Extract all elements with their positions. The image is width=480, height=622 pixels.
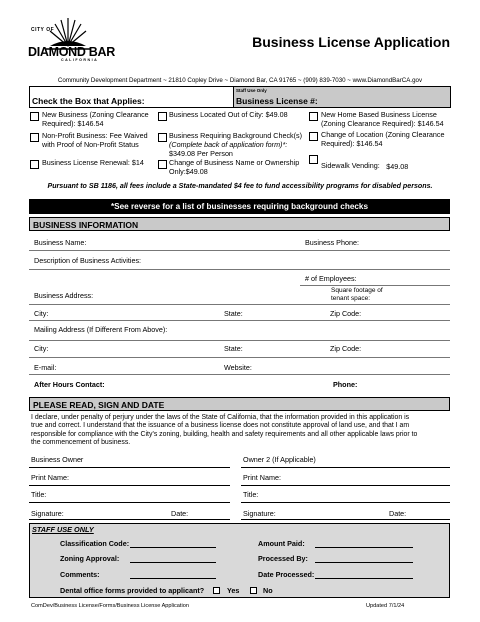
- state-label: State:: [224, 309, 243, 318]
- square-footage-label-2: tenant space:: [331, 295, 371, 302]
- signature-label: Signature:: [31, 509, 64, 518]
- divider: [29, 357, 450, 358]
- employees-label: # of Employees:: [305, 274, 357, 283]
- declaration-line: I declare, under penalty of perjury under the laws of the State of California, that the information provided in this application is: [31, 414, 410, 421]
- signature2-label: Signature:: [243, 509, 276, 518]
- address-line: Community Development Department ~ 21810 Copley Drive ~ Diamond Bar, CA 91765 ~ (909) 839-7030 ~ www.DiamondBarCA.gov: [57, 77, 423, 84]
- staff-use-cell: [233, 86, 451, 108]
- staff-use-box: [29, 523, 450, 598]
- divider: [29, 320, 450, 321]
- opt-background-check: [169, 132, 302, 159]
- amount-paid-line[interactable]: [315, 547, 413, 548]
- business-address-label: Business Address:: [34, 291, 94, 300]
- page-title: Business License Application: [252, 34, 450, 50]
- opt-new-business: [42, 111, 149, 128]
- classification-code-label: Classification Code:: [60, 539, 130, 548]
- print-name2-label: Print Name:: [243, 473, 281, 482]
- owner2-line: [241, 467, 450, 468]
- opt-text: Change of Location (Zoning Clearance: [321, 130, 445, 139]
- amount-paid-label: Amount Paid:: [258, 539, 305, 548]
- city-label: City:: [34, 309, 49, 318]
- checkbox-out-of-city[interactable]: [158, 112, 167, 121]
- opt-text: Non-Profit Business: Fee Waived: [42, 131, 148, 140]
- checkbox-new-business[interactable]: [30, 112, 39, 121]
- footer-right: Updated 7/1/24: [366, 603, 405, 609]
- opt-text: Business Requiring Background Check(s): [169, 131, 303, 140]
- dental-question-label: Dental office forms provided to applicant?: [60, 586, 205, 595]
- divider: [29, 340, 450, 341]
- date-processed-line[interactable]: [315, 578, 413, 579]
- declaration-line: true and correct. I understand that the issuance of a business license does not constitute approval of land use, and that I am: [31, 422, 410, 430]
- opt-change-name: [169, 159, 299, 176]
- city-name: DIAMOND BAR: [28, 45, 115, 59]
- checkbox-sidewalk-vending[interactable]: [309, 155, 318, 164]
- city-label-2: City:: [34, 344, 49, 353]
- date-processed-label: Date Processed:: [258, 570, 315, 579]
- title-line: [29, 502, 230, 503]
- opt-change-location: [321, 131, 444, 148]
- owner2-label: Owner 2 (If Applicable): [243, 455, 316, 464]
- divider: [29, 304, 450, 305]
- checkbox-dental-no[interactable]: [250, 587, 257, 594]
- checkbox-change-name[interactable]: [158, 160, 167, 169]
- opt-text: with Proof of Non-Profit Status: [42, 139, 139, 149]
- opt-text: Business Located Out of City: $49.08: [169, 110, 288, 119]
- opt-non-profit: [42, 132, 148, 149]
- phone-label: Phone:: [333, 380, 358, 389]
- license-number-label: Business License #:: [236, 96, 318, 106]
- after-hours-label: After Hours Contact:: [34, 380, 105, 389]
- signature2-line: [241, 519, 450, 520]
- opt-text: New Home Based Business License: [321, 110, 437, 119]
- check-box-heading: Check the Box that Applies:: [32, 96, 145, 106]
- print-name-label: Print Name:: [31, 473, 69, 482]
- dental-yes-label: Yes: [227, 586, 240, 595]
- declaration-line: responsible for compliance with the City’s zoning, building, health and safety requirements and all other applicable laws prior to: [31, 430, 418, 438]
- staff-use-heading: STAFF USE ONLY: [32, 525, 94, 534]
- employees-divider: [300, 285, 450, 286]
- checkbox-renewal[interactable]: [30, 160, 39, 169]
- owner-line: [29, 467, 230, 468]
- sb1186-notice: Pursuant to SB 1186, all fees include a State-mandated $4 fee to fund accessibility programs for disabled persons.: [47, 182, 433, 190]
- opt-text: Required): $146.54: [321, 138, 383, 148]
- title2-line: [241, 502, 450, 503]
- city-tag: CITY OF: [31, 27, 55, 33]
- opt-text: (Zoning Clearance Required): $146.54: [321, 118, 444, 128]
- owner-label: Business Owner: [31, 455, 84, 464]
- comments-line[interactable]: [130, 578, 216, 579]
- business-phone-label: Business Phone:: [305, 238, 359, 247]
- footer-left: ComDev/Business License/Forms/Business License Application: [31, 603, 189, 609]
- opt-text: New Business (Zoning Clearance: [42, 110, 149, 119]
- title-label: Title:: [31, 490, 47, 499]
- processed-by-label: Processed By:: [258, 554, 308, 563]
- divider: [29, 250, 450, 251]
- opt-renewal: [42, 159, 144, 168]
- reverse-banner-text: *See reverse for a list of businesses requiring background checks: [110, 202, 369, 211]
- state-label-2: State:: [224, 344, 243, 353]
- opt-text: Required): $146.54: [42, 118, 104, 128]
- website-label: Website:: [224, 363, 252, 372]
- opt-text: Change of Business Name or Ownership: [169, 158, 300, 167]
- declaration-line: the commencement of business.: [31, 438, 131, 446]
- business-info-header: [29, 217, 450, 231]
- opt-home-based: [321, 111, 444, 128]
- opt-text: $349.08 Per Person: [169, 149, 233, 158]
- checkbox-non-profit[interactable]: [30, 133, 39, 142]
- business-info-heading: BUSINESS INFORMATION: [33, 220, 139, 230]
- reverse-banner: [29, 199, 450, 214]
- opt-text: $49.08: [386, 162, 409, 171]
- zip-label: Zip Code:: [330, 309, 362, 318]
- divider: [29, 269, 450, 270]
- date-label: Date:: [171, 509, 189, 518]
- divider: [29, 374, 450, 375]
- checkbox-home-based[interactable]: [309, 112, 318, 121]
- opt-text: Only:$49.08: [169, 166, 208, 176]
- print-name2-line: [241, 485, 450, 486]
- checkbox-background-check[interactable]: [158, 133, 167, 142]
- zip-label-2: Zip Code:: [330, 344, 362, 353]
- description-label: Description of Business Activities:: [34, 256, 142, 265]
- title2-label: Title:: [243, 490, 259, 499]
- opt-text: Sidewalk Vending:: [321, 161, 380, 170]
- classification-code-line[interactable]: [130, 547, 216, 548]
- dental-no-label: No: [263, 586, 273, 595]
- email-label: E-mail:: [34, 363, 57, 372]
- declaration: [31, 414, 450, 447]
- checkbox-dental-yes[interactable]: [213, 587, 220, 594]
- check-box-header: [29, 86, 450, 108]
- city-sub: CALIFORNIA: [61, 58, 99, 62]
- opt-text: Business License Renewal: $14: [42, 158, 144, 167]
- staff-use-only-label: Staff Use Only: [236, 88, 267, 93]
- sign-heading: PLEASE READ, SIGN AND DATE: [33, 400, 165, 410]
- business-name-label: Business Name:: [34, 238, 87, 247]
- opt-out-of-city: [169, 111, 288, 120]
- zoning-approval-label: Zoning Approval:: [60, 554, 120, 563]
- zoning-approval-line[interactable]: [130, 562, 216, 563]
- date2-label: Date:: [389, 509, 407, 518]
- opt-text: (Complete back of application form)*:: [169, 139, 288, 149]
- city-logo: [28, 14, 128, 62]
- checkbox-change-location[interactable]: [309, 132, 318, 141]
- print-name-line: [29, 485, 230, 486]
- signature-line: [29, 519, 230, 520]
- mailing-address-label: Mailing Address (If Different From Above):: [34, 325, 168, 334]
- square-footage-label-1: Square footage of: [331, 287, 383, 294]
- sign-header: [29, 397, 450, 411]
- processed-by-line[interactable]: [315, 562, 413, 563]
- comments-label: Comments:: [60, 570, 100, 579]
- opt-sidewalk-vending: [321, 155, 408, 173]
